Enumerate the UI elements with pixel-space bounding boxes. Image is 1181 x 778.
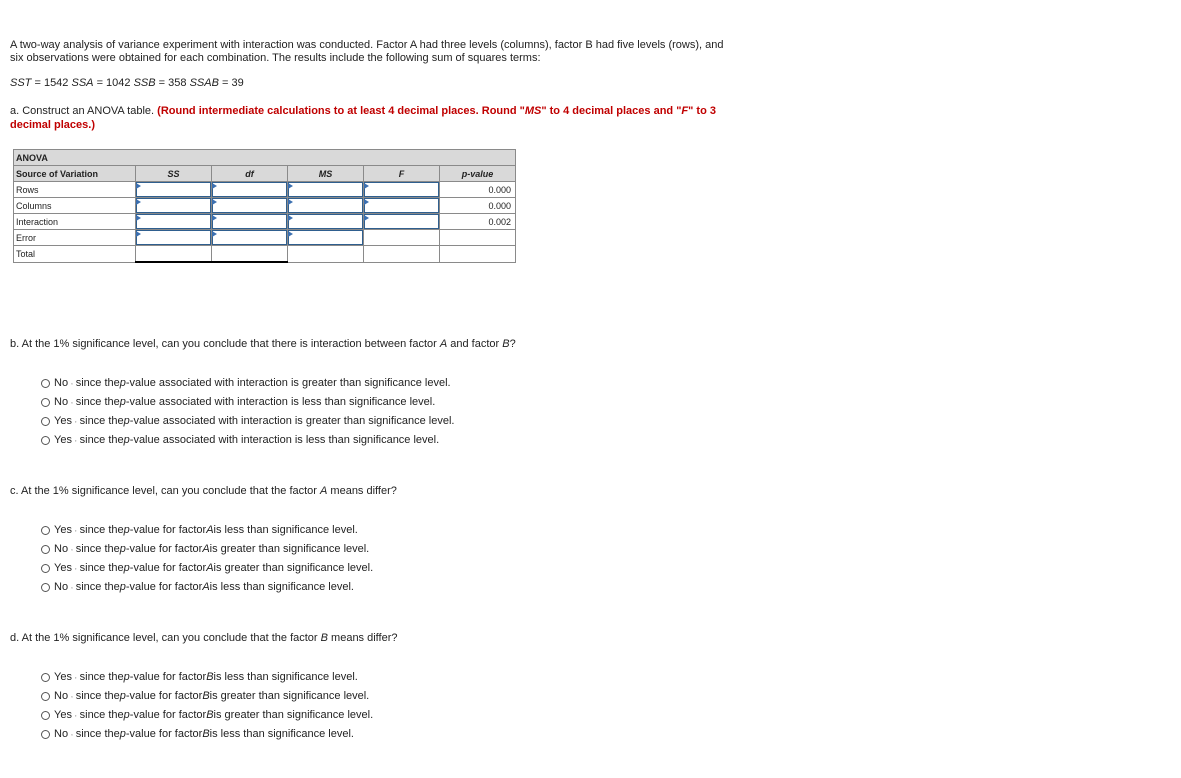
part-b-text-2: and factor <box>447 338 503 350</box>
sum-of-squares-line <box>10 77 244 89</box>
option-text: since the <box>75 690 120 702</box>
row-label-interaction: Interaction <box>14 214 136 230</box>
option-answer: No <box>54 581 69 593</box>
col-header-source: Source of Variation <box>14 166 136 182</box>
table-row <box>14 182 516 198</box>
option-text: -value for factor <box>129 671 207 683</box>
ssab-label: SSAB <box>189 77 219 89</box>
option-p: p <box>119 690 126 702</box>
sst-label: SST <box>10 77 32 89</box>
rows-ss-input[interactable] <box>136 182 211 197</box>
ssb-value: = 358 <box>158 77 187 89</box>
separator: , <box>71 693 73 699</box>
option-text: since the <box>75 396 120 408</box>
radio-button[interactable] <box>41 526 50 535</box>
option-text: since the <box>79 709 124 721</box>
option-answer: No <box>54 543 69 555</box>
option-p: p <box>123 524 130 536</box>
option-text: -value associated with interaction is less than significance level. <box>129 434 440 446</box>
option-text: is less than significance level. <box>213 524 358 536</box>
option-text: since the <box>75 581 120 593</box>
part-a-question <box>10 104 730 132</box>
instruction-text-2: " to 4 decimal places and " <box>541 105 682 117</box>
flag-icon <box>136 231 141 237</box>
part-c-option-1[interactable] <box>41 524 358 536</box>
part-b-option-2[interactable] <box>41 396 435 408</box>
col-header-df: df <box>212 166 288 182</box>
flag-icon <box>364 199 369 205</box>
error-f-cell <box>364 230 440 246</box>
option-answer: No <box>54 728 69 740</box>
option-factor: A <box>202 543 210 555</box>
option-p: p <box>119 377 126 389</box>
instruction-ms: MS <box>524 105 542 117</box>
interaction-ss-input[interactable] <box>136 214 211 229</box>
part-b-factor-a: A <box>439 338 448 350</box>
separator: , <box>71 584 73 590</box>
flag-icon <box>288 183 293 189</box>
option-text: since the <box>75 728 120 740</box>
option-text: is greater than significance level. <box>209 543 370 555</box>
ssa-value: = 1042 <box>96 77 131 89</box>
option-p: p <box>123 434 130 446</box>
option-answer: Yes <box>54 524 72 536</box>
option-text: -value for factor <box>125 543 203 555</box>
separator: , <box>74 712 77 718</box>
table-row <box>14 214 516 230</box>
option-p: p <box>119 581 126 593</box>
ssa-label: SSA <box>71 77 94 89</box>
option-text: -value associated with interaction is greater than significance level. <box>125 377 451 389</box>
option-p: p <box>119 543 126 555</box>
error-ss-input[interactable] <box>136 230 211 245</box>
radio-button[interactable] <box>41 545 50 554</box>
option-factor: A <box>206 562 214 574</box>
option-factor: B <box>202 728 210 740</box>
total-ms-cell <box>288 246 364 263</box>
columns-df-input[interactable] <box>212 198 287 213</box>
radio-button[interactable] <box>41 564 50 573</box>
radio-button[interactable] <box>41 730 50 739</box>
table-row <box>14 198 516 214</box>
option-text: -value for factor <box>129 709 207 721</box>
error-ms-input[interactable] <box>288 230 363 245</box>
interaction-ms-input[interactable] <box>288 214 363 229</box>
total-p-value <box>440 246 516 263</box>
separator: , <box>74 565 77 571</box>
part-b-option-1[interactable] <box>41 377 451 389</box>
option-answer: No <box>54 396 69 408</box>
separator: , <box>71 399 73 405</box>
rows-f-input[interactable] <box>364 182 439 197</box>
option-text: since the <box>75 377 120 389</box>
flag-icon <box>212 231 217 237</box>
flag-icon <box>364 215 369 221</box>
ssb-label: SSB <box>133 77 156 89</box>
radio-button[interactable] <box>41 436 50 445</box>
option-factor: B <box>206 709 214 721</box>
separator: , <box>71 731 73 737</box>
instruction-f: F <box>681 105 689 117</box>
flag-icon <box>136 199 141 205</box>
row-label-columns: Columns <box>14 198 136 214</box>
col-header-ms: MS <box>288 166 364 182</box>
col-header-p-value: p-value <box>440 166 516 182</box>
separator: , <box>71 546 73 552</box>
part-d-question <box>10 632 398 644</box>
part-c-option-3[interactable] <box>41 562 373 574</box>
part-b-text-3: ? <box>509 338 516 350</box>
columns-f-input[interactable] <box>364 198 439 213</box>
sst-value: = 1542 <box>34 77 69 89</box>
option-p: p <box>123 671 130 683</box>
table-row <box>14 230 516 246</box>
option-text: is less than significance level. <box>209 728 354 740</box>
option-answer: Yes <box>54 415 72 427</box>
problem-intro: A two-way analysis of variance experiment with interaction was conducted. Factor A had three levels (columns), factor B had five levels (rows), and six observations were obtained for each combination. The results include the following sum of squares terms: <box>10 39 724 64</box>
option-text: since the <box>75 543 120 555</box>
part-d-option-3[interactable] <box>41 709 373 721</box>
part-d-option-2[interactable] <box>41 690 369 702</box>
part-c-option-2[interactable] <box>41 543 369 555</box>
flag-icon <box>212 199 217 205</box>
radio-button[interactable] <box>41 583 50 592</box>
ssab-value: = 39 <box>221 77 244 89</box>
option-answer: No <box>54 690 69 702</box>
option-answer: No <box>54 377 69 389</box>
radio-button[interactable] <box>41 692 50 701</box>
option-factor: B <box>206 671 214 683</box>
separator: , <box>74 527 77 533</box>
option-text: -value for factor <box>125 728 203 740</box>
instruction-text-1: (Round intermediate calculations to at least 4 decimal places. Round " <box>157 105 525 117</box>
part-c-question <box>10 485 397 497</box>
col-header-f: F <box>364 166 440 182</box>
part-d-option-4[interactable] <box>41 728 354 740</box>
option-text: -value for factor <box>129 562 207 574</box>
radio-button[interactable] <box>41 711 50 720</box>
option-p: p <box>119 396 126 408</box>
flag-icon <box>212 183 217 189</box>
part-a-prefix: a. Construct an ANOVA table. <box>10 105 155 117</box>
separator: , <box>74 418 77 424</box>
option-p: p <box>123 709 130 721</box>
option-answer: Yes <box>54 671 72 683</box>
rows-ms-input[interactable] <box>288 182 363 197</box>
row-label-total: Total <box>14 246 136 263</box>
flag-icon <box>288 215 293 221</box>
flag-icon <box>136 215 141 221</box>
error-df-input[interactable] <box>212 230 287 245</box>
total-ss-cell[interactable] <box>136 246 212 263</box>
flag-icon <box>136 183 141 189</box>
part-d-factor: B <box>320 632 328 644</box>
part-b-text-1: b. At the 1% significance level, can you conclude that there is interaction between factor <box>10 338 440 350</box>
col-header-ss: SS <box>136 166 212 182</box>
option-text: -value for factor <box>129 524 207 536</box>
interaction-p-value: 0.002 <box>440 214 516 230</box>
flag-icon <box>212 215 217 221</box>
option-p: p <box>123 415 130 427</box>
option-text: is less than significance level. <box>213 671 358 683</box>
instruction-text-3: " to 3 decimal places.) <box>10 105 716 131</box>
error-p-value <box>440 230 516 246</box>
part-c-text-1: c. At the 1% significance level, can you conclude that the factor <box>10 485 321 497</box>
part-d-text-1: d. At the 1% significance level, can you conclude that the factor <box>10 632 321 644</box>
table-row <box>14 246 516 263</box>
part-d-option-1[interactable] <box>41 671 358 683</box>
radio-button[interactable] <box>41 673 50 682</box>
option-answer: Yes <box>54 709 72 721</box>
interaction-df-input[interactable] <box>212 214 287 229</box>
flag-icon <box>288 231 293 237</box>
part-b-question <box>10 338 516 350</box>
rows-df-input[interactable] <box>212 182 287 197</box>
option-answer: Yes <box>54 434 72 446</box>
option-text: is greater than significance level. <box>209 690 370 702</box>
option-text: is less than significance level. <box>209 581 354 593</box>
option-text: -value associated with interaction is greater than significance level. <box>129 415 455 427</box>
interaction-f-input[interactable] <box>364 214 439 229</box>
option-factor: A <box>202 581 210 593</box>
option-text: since the <box>79 671 124 683</box>
columns-p-value: 0.000 <box>440 198 516 214</box>
flag-icon <box>288 199 293 205</box>
part-b-option-3[interactable] <box>41 415 454 427</box>
part-c-factor: A <box>320 485 328 497</box>
radio-button[interactable] <box>41 379 50 388</box>
total-df-cell[interactable] <box>212 246 288 263</box>
option-text: since the <box>79 434 124 446</box>
radio-button[interactable] <box>41 417 50 426</box>
option-text: since the <box>79 562 124 574</box>
part-b-option-4[interactable] <box>41 434 439 446</box>
option-p: p <box>123 562 130 574</box>
option-answer: Yes <box>54 562 72 574</box>
separator: , <box>74 674 77 680</box>
option-text: since the <box>79 415 124 427</box>
option-text: -value associated with interaction is less than significance level. <box>125 396 436 408</box>
option-text: -value for factor <box>125 581 203 593</box>
separator: , <box>71 380 73 386</box>
part-d-text-2: means differ? <box>327 632 398 644</box>
flag-icon <box>364 183 369 189</box>
rows-p-value: 0.000 <box>440 182 516 198</box>
option-p: p <box>119 728 126 740</box>
option-text: is greater than significance level. <box>213 562 374 574</box>
columns-ms-input[interactable] <box>288 198 363 213</box>
radio-button[interactable] <box>41 398 50 407</box>
columns-ss-input[interactable] <box>136 198 211 213</box>
separator: , <box>74 437 77 443</box>
total-f-cell <box>364 246 440 263</box>
part-c-option-4[interactable] <box>41 581 354 593</box>
part-b-factor-b: B <box>502 338 510 350</box>
option-factor: A <box>206 524 214 536</box>
option-text: since the <box>79 524 124 536</box>
option-text: -value for factor <box>125 690 203 702</box>
row-label-error: Error <box>14 230 136 246</box>
option-text: is greater than significance level. <box>213 709 374 721</box>
option-factor: B <box>202 690 210 702</box>
part-c-text-2: means differ? <box>327 485 397 497</box>
anova-table <box>13 149 516 263</box>
anova-table-title: ANOVA <box>14 150 516 166</box>
row-label-rows: Rows <box>14 182 136 198</box>
